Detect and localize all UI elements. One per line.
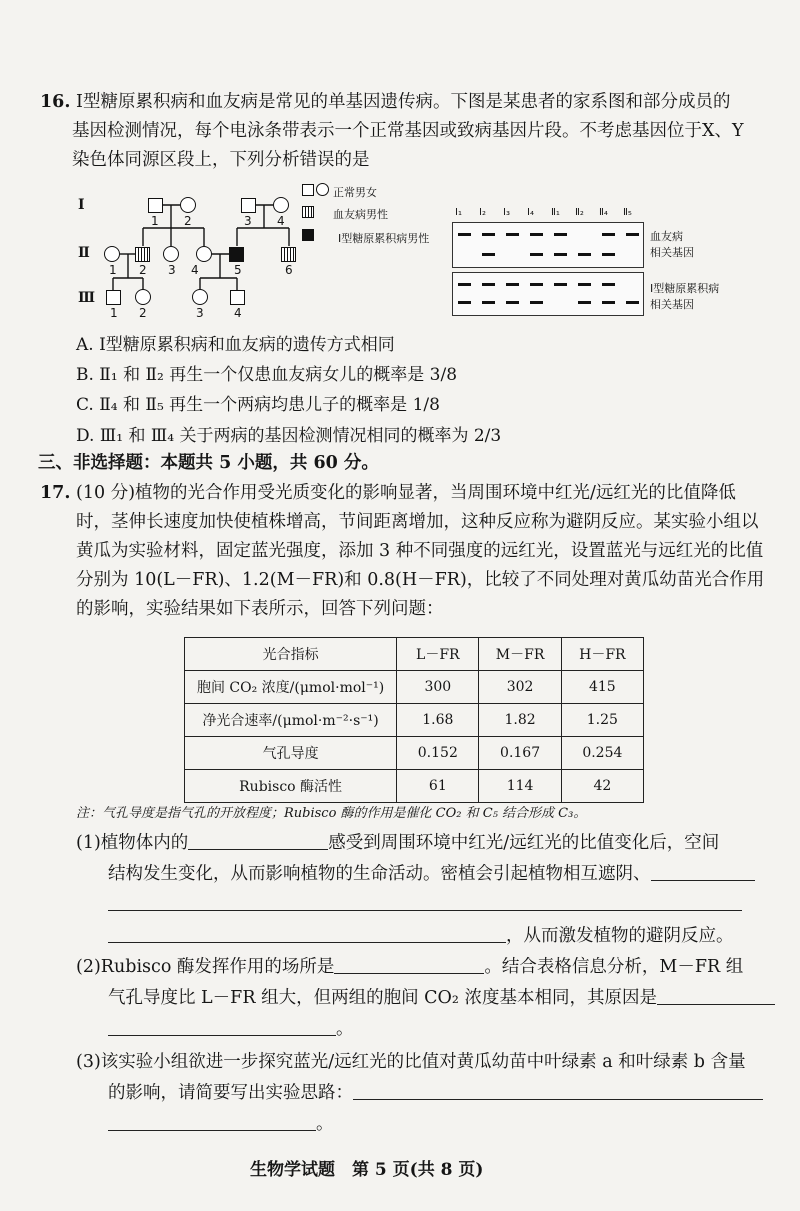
table-cell: 净光合速率/(μmol·m⁻²·s⁻¹) [185,704,397,737]
answer-blank-8[interactable] [353,1081,763,1100]
table-row [185,704,644,737]
q17-line-4: 分别为 10(L－FR)、1.2(M－FR)和 0.8(H－FR)，比较了不同处理对黄瓜幼苗光合作用 [76,570,765,590]
num-I2: 2 [184,214,192,228]
num-III1: 1 [110,306,118,320]
q16-line-1: 16. Ⅰ型糖原累积病和血友病是常见的单基因遗传病。下图是某患者的家系图和部分成员的 [40,92,731,112]
gel-band [530,253,543,256]
gel-band [530,283,543,286]
num-III2: 2 [139,306,147,320]
gel-box-hemophilia [452,222,644,268]
answer-blank-1[interactable] [188,831,328,850]
answer-blank-7[interactable] [108,1017,336,1036]
option-a: A. Ⅰ型糖原累积病和血友病的遗传方式相同 [76,335,395,355]
gel-band [578,301,591,304]
table-cell: 1.82 [479,704,561,737]
table-note: 注：气孔导度是指气孔的开放程度；Rubisco 酶的作用是催化 CO₂ 和 C₅ 结合形成 C₃。 [76,806,587,821]
answer-line-3[interactable] [108,910,742,911]
II5-gsd-male [229,247,244,262]
III4-normal-male [230,290,245,305]
lane-label-8: Ⅱ₅ [623,207,632,218]
answer-blank-6[interactable] [657,986,775,1005]
gel-band [506,233,519,236]
legend-gsd-symbol [302,229,314,241]
page-footer: 生物学试题 第 5 页(共 8 页) [250,1160,484,1180]
table-cell: 0.254 [561,737,643,770]
gel-band [458,233,471,236]
gel-band [578,253,591,256]
section-3-heading: 三、非选择题：本题共 5 小题，共 60 分。 [38,453,379,473]
table-cell: 302 [479,671,561,704]
II3-normal-female [163,246,179,262]
table-cell: 114 [479,770,561,803]
gel-band [578,283,591,286]
gel-box-gsd [452,272,644,316]
table-cell: 气孔导度 [185,737,397,770]
answer-blank-5[interactable] [334,955,484,974]
q16-line-3: 染色体同源区段上，下列分析错误的是 [72,150,370,170]
III3-normal-female [192,289,208,305]
num-III4: 4 [234,306,242,320]
gel-band [602,301,615,304]
table-cell: 1.68 [397,704,479,737]
table-row [185,770,644,803]
table-cell: 415 [561,671,643,704]
q17-part1-line1: (1)植物体内的 感受到周围环境中红光/远红光的比值变化后，空间 [76,833,720,853]
q16-line-2: 基因检测情况，每个电泳条带表示一个正常基因或致病基因片段。不考虑基因位于X、Y [72,121,744,141]
gel-band [482,253,495,256]
table-row [185,671,644,704]
II1-normal-female [104,246,120,262]
num-I4: 4 [277,214,285,228]
q17-part2-line3: 。 [108,1017,354,1041]
legend-male-symbol [302,184,314,196]
gel-band [482,283,495,286]
II4-normal-female [196,246,212,262]
gel-band [458,283,471,286]
gel-band [530,301,543,304]
table-cell: 胞间 CO₂ 浓度/(μmol·mol⁻¹) [185,671,397,704]
table-header-cell: L－FR [397,638,479,671]
lane-label-2: Ⅰ₂ [479,207,486,218]
legend-hemophilia-symbol [302,206,314,218]
I2-normal-female [180,197,196,213]
gel-band [554,283,567,286]
lane-label-7: Ⅱ₄ [599,207,608,218]
lane-label-1: Ⅰ₁ [455,207,462,218]
q17-part3-line1: (3)该实验小组欲进一步探究蓝光/远红光的比值对黄瓜幼苗中叶绿素 a 和叶绿素 b 含量 [76,1052,746,1072]
lane-label-3: Ⅰ₃ [503,207,510,218]
legend-gsd-text: Ⅰ型糖原累积病男性 [338,232,430,245]
table-cell: 0.152 [397,737,479,770]
table-cell: 61 [397,770,479,803]
option-b: B. Ⅱ₁ 和 Ⅱ₂ 再生一个仅患血友病女儿的概率是 3/8 [76,365,458,385]
I1-normal-male [148,198,163,213]
lane-label-4: Ⅰ₄ [527,207,534,218]
gel-label-hemophilia-1: 血友病 [650,230,683,243]
gel-band [458,301,471,304]
num-III3: 3 [196,306,204,320]
gel-band [554,233,567,236]
answer-blank-9[interactable] [108,1112,316,1131]
num-II6: 6 [285,263,293,277]
III2-normal-female [135,289,151,305]
q17-line-5: 的影响，实验结果如下表所示，回答下列问题： [76,599,444,619]
II6-hemophilia-male [281,247,296,262]
gen-label-I: Ⅰ [78,197,85,213]
I4-normal-female [273,197,289,213]
gel-label-gsd-2: 相关基因 [650,298,694,311]
table-cell: Rubisco 酶活性 [185,770,397,803]
q17-part1-line4: ，从而激发植物的避阴反应。 [108,924,734,948]
table-cell: 1.25 [561,704,643,737]
I3-normal-male [241,198,256,213]
legend-female-symbol [316,183,329,196]
table-header-cell: M－FR [479,638,561,671]
q17-part3-line3: 。 [108,1112,334,1136]
table-cell: 300 [397,671,479,704]
table-header-cell: H－FR [561,638,643,671]
photosynthesis-table [184,637,644,803]
option-d: D. Ⅲ₁ 和 Ⅲ₄ 关于两病的基因检测情况相同的概率为 2/3 [76,426,502,446]
table-row [185,737,644,770]
gel-band [482,233,495,236]
answer-blank-4[interactable] [108,924,506,943]
gel-label-gsd-1: Ⅰ型糖原累积病 [650,282,720,295]
gel-label-hemophilia-2: 相关基因 [650,246,694,259]
gel-band [506,301,519,304]
table-header-cell: 光合指标 [185,638,397,671]
num-II4: 4 [191,263,199,277]
gel-band [482,301,495,304]
num-II1: 1 [109,263,117,277]
q17-line-2: 时，茎伸长速度加快使植株增高，节间距离增加，这种反应称为避阴反应。某实验小组以 [76,512,759,532]
gel-band [506,283,519,286]
table-header-row [185,638,644,671]
table-cell: 0.167 [479,737,561,770]
gen-label-II: Ⅱ [78,245,90,261]
num-I1: 1 [151,214,159,228]
gel-band [602,253,615,256]
answer-blank-2[interactable] [651,862,755,881]
q17-part1-line2: 结构发生变化，从而影响植物的生命活动。密植会引起植物相互遮阴、 [108,862,755,886]
II2-hemophilia-male [135,247,150,262]
q17-line-3: 黄瓜为实验材料，固定蓝光强度，添加 3 种不同强度的远红光，设置蓝光与远红光的比值 [76,541,764,561]
legend-hemophilia-text: 血友病男性 [333,208,388,221]
gel-band [530,233,543,236]
gel-band [602,283,615,286]
option-c: C. Ⅱ₄ 和 Ⅱ₅ 再生一个两病均患儿子的概率是 1/8 [76,395,440,415]
lane-label-5: Ⅱ₁ [551,207,560,218]
num-I3: 3 [244,214,252,228]
legend-normal-text: 正常男女 [333,186,377,199]
num-II5: 5 [234,263,242,277]
gen-label-III: Ⅲ [78,290,96,306]
gel-band [626,233,639,236]
gel-band [626,301,639,304]
q17-part2-line1: (2)Rubisco 酶发挥作用的场所是 。结合表格信息分析，M－FR 组 [76,957,744,977]
q17-line-1: 17. (10 分)植物的光合作用受光质变化的影响显著，当周围环境中红光/远红光的比值降低 [40,483,736,503]
table-cell: 42 [561,770,643,803]
gel-band [554,253,567,256]
III1-normal-male [106,290,121,305]
num-II3: 3 [168,263,176,277]
num-II2: 2 [139,263,147,277]
q17-part3-line2: 的影响，请简要写出实验思路： [108,1081,763,1105]
lane-label-6: Ⅱ₂ [575,207,584,218]
gel-band [602,233,615,236]
q17-part2-line2: 气孔导度比 L－FR 组大，但两组的胞间 CO₂ 浓度基本相同，其原因是 [108,986,775,1010]
